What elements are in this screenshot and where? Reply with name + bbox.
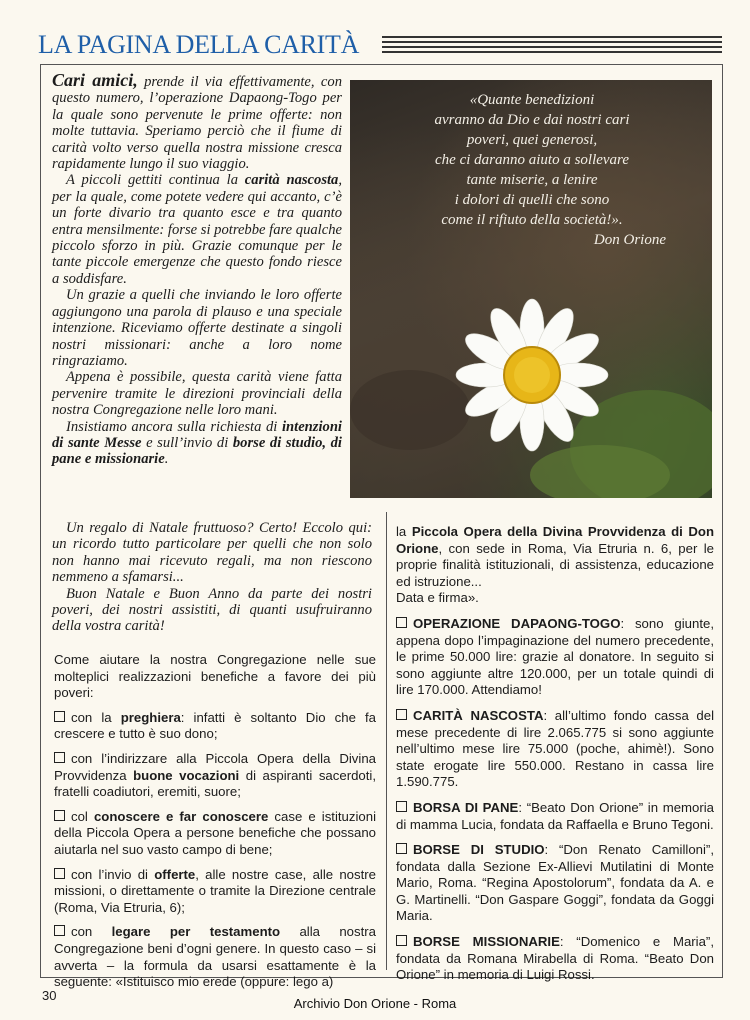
help-item-testament: con legare per testamento alla nostra Congregazione beni d’ogni genere. In questo caso – si avverta – la formula da usarsi esattamente è la seguente: «Istituisco mio erede (oppure: lego a) [54,924,376,990]
christmas-text [52,520,372,635]
checkbox-icon [396,935,407,946]
checkbox-icon [54,711,65,722]
how-to-help [54,652,376,999]
help-intro: Come aiutare la nostra Congregazione nelle sue molteplici realizzazioni benefiche a favore dei più poveri: [54,652,376,701]
christmas-paragraph-2: Buon Natale e Buon Anno da parte dei nostri poveri, dei nostri assistiti, di quanti usufruiranno della vostra carità! [52,585,372,635]
intro-paragraph-2: A piccoli gettiti continua la carità nascosta, per la quale, come potete vedere qui accanto, c’è un forte divario tra quanto esce e tra quanto entra mensilmente: forse si potrebbe fare qualche piccolo sforzo in più. Grazie comunque per le tante piccole emergenze che questo fondo riesce a soddisfare. [52,172,343,287]
checkbox-icon [396,617,407,628]
help-item-prayer: con la preghiera: infatti è soltanto Dio che fa crescere e tutto è suo dono; [54,709,376,742]
help-item-offers: con l’invio di offerte, alle nostre case, alle nostre missioni, o direttamente o tramite la Direzione centrale (Roma, Via Etruria, 6); [54,866,377,915]
page-number: 30 [42,988,57,1003]
checkbox-icon [396,801,407,812]
page-title: LA PAGINA DELLA CARITÀ [38,30,360,59]
help-item-vocations: con l’indirizzare alla Piccola Opera della Divina Provvidenza buone vocazioni di aspiranti sacerdoti, fratelli coadiutori, eremiti, suore; [54,750,377,800]
fund-carita-nascosta: CARITÀ NASCOSTA: all’ultimo fondo cassa del mese precedente di lire 2.065.775 si sono aggiunte nell’ultimo mese lire 75.000 (poche, ahimè!). Sono state erogate lire 550.000. Restano in cassa lire 1.590.775. [396,707,715,790]
fund-dapaong-togo: OPERAZIONE DAPAONG-TOGO: sono giunte, appena dopo l’impaginazione del numero precedente, le prime 50.000 lire: grazie al donatore. In seguito si sono aggiunte altre 120.000, per un totale quindi di lire 170.000. Attendiamo! [396,615,715,698]
checkbox-icon [396,843,407,854]
checkbox-icon [54,810,65,821]
testament-formula: la Piccola Opera della Divina Provvidenza di Don Orione, con sede in Roma, Via Etruria n. 6, per le proprie finalità istituzionali, di assistenza, educazione ed istruzione... Data e firma». [396,524,714,606]
help-item-knowledge: col conoscere e far conoscere case e istituzioni della Piccola Opera a persone benefiche che possano aiutarla nel suo vasto campo di bene; [54,808,377,857]
column-divider [386,512,387,970]
checkbox-icon [54,925,65,936]
title-rules [382,36,722,58]
christmas-paragraph-1: Un regalo di Natale fruttuoso? Certo! Eccolo qui: un ricordo tutto particolare per quelli che non solo non hanno mai ricevuto regali, ma non riescono nemmeno a sfamarsi... [52,520,372,586]
fund-borsa-di-pane: BORSA DI PANE: “Beato Don Orione” in memoria di mamma Lucia, fondata da Raffaella e Bruno Tegoni. [396,799,715,832]
fund-borse-missionarie: BORSE MISSIONARIE: “Domenico e Maria”, fondata da Romana Mirabella di Roma. “Beato Don Orione” in memoria di Luigi Rossi. [396,934,714,983]
intro-paragraph-3: Un grazie a quelli che inviando le loro offerte aggiungono una parola di plauso e una speciale intenzione. Riceviamo offerte destinate a singoli nostri missionari: anche a loro nome ringraziamo. [52,287,342,369]
checkbox-icon [54,868,65,879]
funds-report [396,524,714,993]
checkbox-icon [396,709,407,720]
greeting: Cari amici, [52,70,138,90]
checkbox-icon [54,752,65,763]
intro-text [52,72,342,468]
intro-paragraph-4: Appena è possibile, questa carità viene fatta pervenire tramite le direzioni provinciali della nostra Congregazione nelle loro mani. [52,369,342,419]
daisy-photo [350,80,712,498]
fund-borse-di-studio: BORSE DI STUDIO: “Don Renato Camilloni”, fondata dalla Sezione Ex-Allievi Mutilatini di Monte Mario, Roma. “Regina Apostolorum”, fondata da A. e G. Martinelli. “Don Gaspare Goggi”, fondata da Goggi Maria. [396,842,714,924]
quote-author: Don Orione [593,232,666,248]
intro-paragraph-5: Insistiamo ancora sulla richiesta di intenzioni di sante Messe e sull’invio di borse di studio, di pane e missionarie. [52,418,342,468]
don-orione-quote: «Quante benedizioni avranno da Dio e dai nostri cari poveri, quei generosi, che ci daranno aiuto a sollevare tante miserie, a lenire i dolori di quelli che sono come il rifiuto della società!». Don Orione [362,90,702,250]
archive-label: Archivio Don Orione - Roma [293,996,457,1011]
intro-paragraph-1: Cari amici, prende il via effettivamente, con questo numero, l’operazione Dapaong-Togo per la quale sono pervenute le prime offerte: non molte tuttavia. Speriamo perciò che il fiume di carità volto verso quella nostra missione cresca rapidamente lungo il suo viaggio. [52,70,342,173]
